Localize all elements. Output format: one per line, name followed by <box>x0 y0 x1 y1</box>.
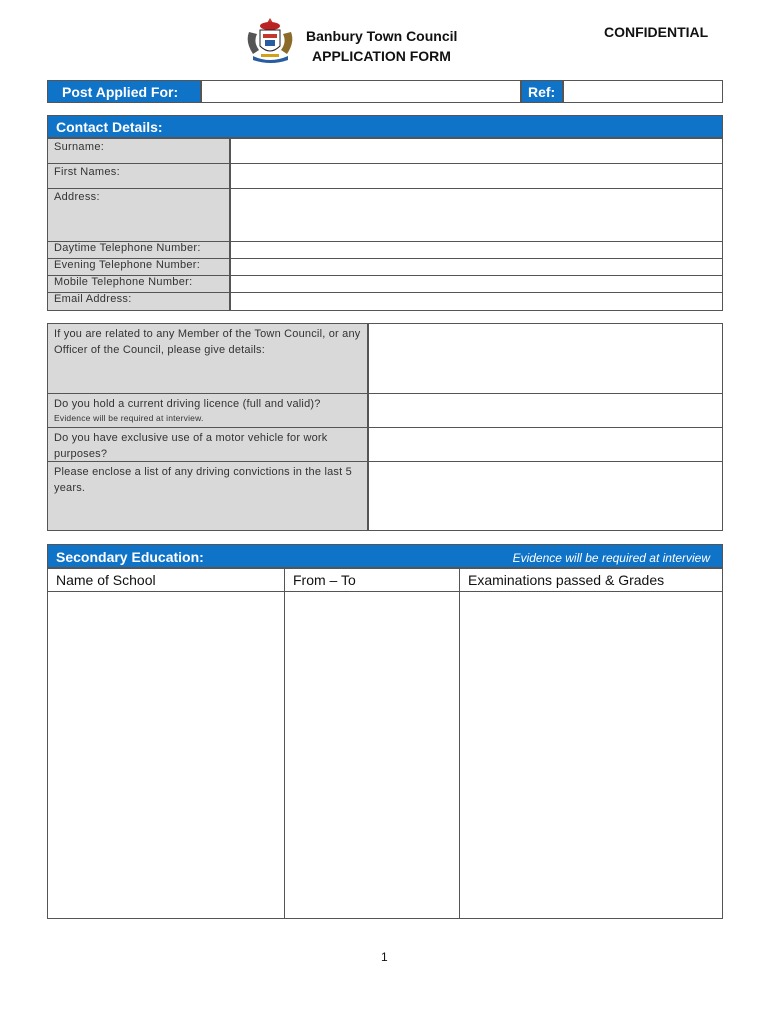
evening-phone-label: Evening Telephone Number: <box>47 258 230 276</box>
motor-vehicle-text: Do you have exclusive use of a motor vehicle for work purposes? <box>54 432 328 460</box>
column-header-dates: From – To <box>284 568 460 592</box>
address-label: Address: <box>47 188 230 242</box>
evening-phone-field[interactable] <box>230 258 723 276</box>
form-title: APPLICATION FORM <box>312 48 451 64</box>
contact-details-heading: Contact Details: <box>47 115 723 138</box>
council-name: Banbury Town Council <box>306 28 458 44</box>
secondary-education-heading <box>47 544 723 568</box>
surname-label: Surname: <box>47 138 230 164</box>
column-header-exams: Examinations passed & Grades <box>459 568 723 592</box>
daytime-phone-field[interactable] <box>230 241 723 259</box>
driving-licence-label <box>47 393 368 428</box>
evidence-note: Evidence will be required at interview <box>512 551 710 565</box>
email-field[interactable] <box>230 292 723 311</box>
column-header-school: Name of School <box>47 568 285 592</box>
council-crest-logo <box>243 16 298 66</box>
email-label: Email Address: <box>47 292 230 311</box>
mobile-phone-field[interactable] <box>230 275 723 293</box>
driving-convictions-field[interactable] <box>368 461 723 531</box>
related-member-text: If you are related to any Member of the Town Council, or any Officer of the Council, please give details: <box>54 328 361 356</box>
related-member-field[interactable] <box>368 323 723 394</box>
address-field[interactable] <box>230 188 723 242</box>
motor-vehicle-field[interactable] <box>368 427 723 462</box>
driving-convictions-label <box>47 461 368 531</box>
ref-label: Ref: <box>521 80 563 103</box>
related-member-label <box>47 323 368 394</box>
secondary-education-title: Secondary Education: <box>56 549 204 565</box>
first-names-field[interactable] <box>230 163 723 189</box>
post-applied-label: Post Applied For: <box>47 80 201 103</box>
exams-grades-field[interactable] <box>459 591 723 919</box>
school-dates-field[interactable] <box>284 591 460 919</box>
driving-convictions-text: Please enclose a list of any driving convictions in the last 5 years. <box>54 466 352 494</box>
surname-field[interactable] <box>230 138 723 164</box>
post-applied-field[interactable] <box>201 80 521 103</box>
confidential-label: CONFIDENTIAL <box>604 24 709 40</box>
driving-licence-note: Evidence will be required at interview. <box>54 413 204 423</box>
driving-licence-text: Do you hold a current driving licence (full and valid)? <box>54 398 321 410</box>
mobile-phone-label: Mobile Telephone Number: <box>47 275 230 293</box>
daytime-phone-label: Daytime Telephone Number: <box>47 241 230 259</box>
ref-field[interactable] <box>563 80 723 103</box>
driving-licence-field[interactable] <box>368 393 723 428</box>
first-names-label: First Names: <box>47 163 230 189</box>
school-name-field[interactable] <box>47 591 285 919</box>
page-number: 1 <box>381 950 388 964</box>
motor-vehicle-label <box>47 427 368 462</box>
